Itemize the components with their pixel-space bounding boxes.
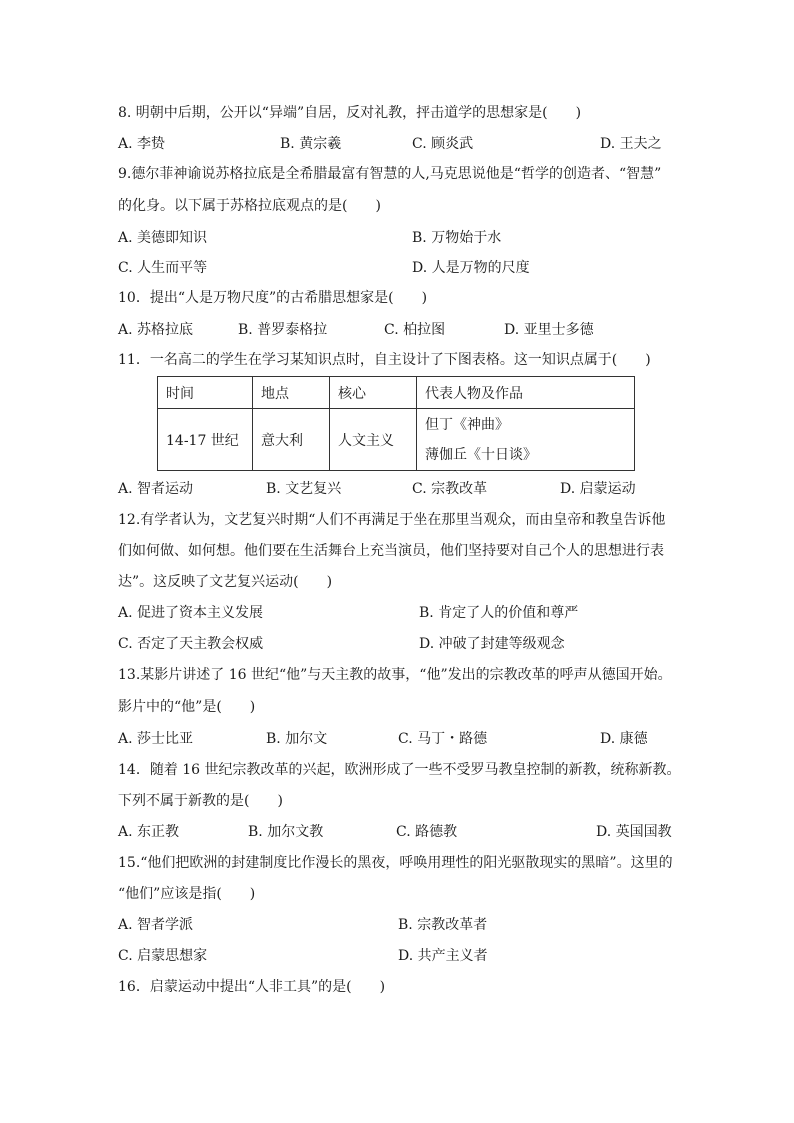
table-header-place: 地点: [253, 377, 330, 409]
q13-option-a: A. 莎士比亚: [118, 731, 194, 747]
question-14-stem-line-2: 下列不属于新教的是( ): [118, 793, 283, 809]
q11-option-a: A. 智者运动: [118, 481, 194, 497]
q12-option-c: C. 否定了天主教会权威: [118, 636, 264, 652]
q9-option-a: A. 美德即知识: [118, 230, 208, 246]
question-14-stem-line-1: 14．随着 16 世纪宗教改革的兴起，欧洲形成了一些不受罗马教皇控制的新教，统称新教。: [118, 762, 681, 778]
table-cell-dante: 但丁《神曲》: [425, 416, 509, 433]
q12-option-b: B. 肯定了人的价值和尊严: [419, 605, 579, 621]
q10-option-d: D. 亚里士多德: [504, 322, 594, 338]
table-cell-place: 意大利: [253, 409, 330, 471]
q11-option-d: D. 启蒙运动: [560, 481, 636, 497]
question-12-stem-line-1: 12.有学者认为，文艺复兴时期“人们不再满足于坐在那里当观众，而由皇帝和教皇告诉他: [118, 512, 666, 528]
q10-option-a: A. 苏格拉底: [118, 322, 194, 338]
q15-option-a: A. 智者学派: [118, 917, 194, 933]
question-15-stem-line-2: “他们”应该是指( ): [118, 886, 256, 902]
question-11-stem: 11．一名高二的学生在学习某知识点时，自主设计了下图表格。这一知识点属于( ): [118, 352, 651, 368]
question-9-stem-line-2: 的化身。以下属于苏格拉底观点的是( ): [118, 198, 381, 214]
q13-option-d: D. 康德: [600, 731, 648, 747]
question-16-stem: 16．启蒙运动中提出“人非工具”的是( ): [118, 979, 386, 995]
q9-option-c: C. 人生而平等: [118, 260, 208, 276]
q9-option-d: D. 人是万物的尺度: [412, 260, 530, 276]
question-15-stem-line-1: 15.“他们把欧洲的封建制度比作漫长的黑夜，呼唤用理性的阳光驱散现实的黑暗”。这里的: [118, 855, 673, 871]
question-12-stem-line-2: 们如何做、如何想。他们要在生活舞台上充当演员，他们坚持要对自己个人的思想进行表: [118, 543, 664, 559]
table-cell-time: 14-17 世纪: [158, 409, 253, 471]
q12-option-d: D. 冲破了封建等级观念: [419, 636, 565, 652]
q14-option-c: C. 路德教: [396, 824, 458, 840]
question-12-stem-line-3: 达”。这反映了文艺复兴运动( ): [118, 574, 333, 590]
table-header-figures: 代表人物及作品: [417, 377, 635, 409]
question-13-stem-line-2: 影片中的“他”是( ): [118, 699, 256, 715]
q14-option-a: A. 东正教: [118, 824, 180, 840]
q8-option-a: A. 李贽: [118, 136, 166, 152]
q15-option-b: B. 宗教改革者: [398, 917, 488, 933]
q11-option-c: C. 宗教改革: [412, 481, 488, 497]
q8-option-d: D. 王夫之: [600, 136, 662, 152]
question-9-stem-line-1: 9.德尔菲神谕说苏格拉底是全希腊最富有智慧的人,马克思说他是“哲学的创造者、“智慧”: [118, 166, 662, 182]
question-13-stem-line-1: 13.某影片讲述了 16 世纪“他”与天主教的故事，“他”发出的宗教改革的呼声从德国开始。: [118, 667, 672, 683]
q15-option-d: D. 共产主义者: [398, 948, 488, 964]
q8-option-b: B. 黄宗羲: [280, 136, 342, 152]
table-cell-core: 人文主义: [330, 409, 417, 471]
table-cell-figures: [417, 409, 635, 471]
q8-option-c: C. 顾炎武: [412, 136, 474, 152]
table-header-core: 核心: [330, 377, 417, 409]
q13-option-c: C. 马丁・路德: [398, 731, 488, 747]
q12-option-a: A. 促进了资本主义发展: [118, 605, 264, 621]
q11-table: [157, 376, 635, 471]
question-8-stem: 8. 明朝中后期，公开以“异端”自居，反对礼教，抨击道学的思想家是( ): [118, 105, 582, 121]
q11-option-b: B. 文艺复兴: [266, 481, 342, 497]
q10-option-c: C. 柏拉图: [384, 322, 446, 338]
q14-option-b: B. 加尔文教: [248, 824, 324, 840]
q9-option-b: B. 万物始于水: [412, 230, 502, 246]
q10-option-b: B. 普罗泰格拉: [238, 322, 328, 338]
q13-option-b: B. 加尔文: [266, 731, 328, 747]
q15-option-c: C. 启蒙思想家: [118, 948, 208, 964]
table-cell-boccaccio: 薄伽丘《十日谈》: [425, 446, 537, 463]
question-10-stem: 10．提出“人是万物尺度”的古希腊思想家是( ): [118, 290, 428, 306]
q14-option-d: D. 英国国教: [596, 824, 672, 840]
table-header-time: 时间: [158, 377, 253, 409]
